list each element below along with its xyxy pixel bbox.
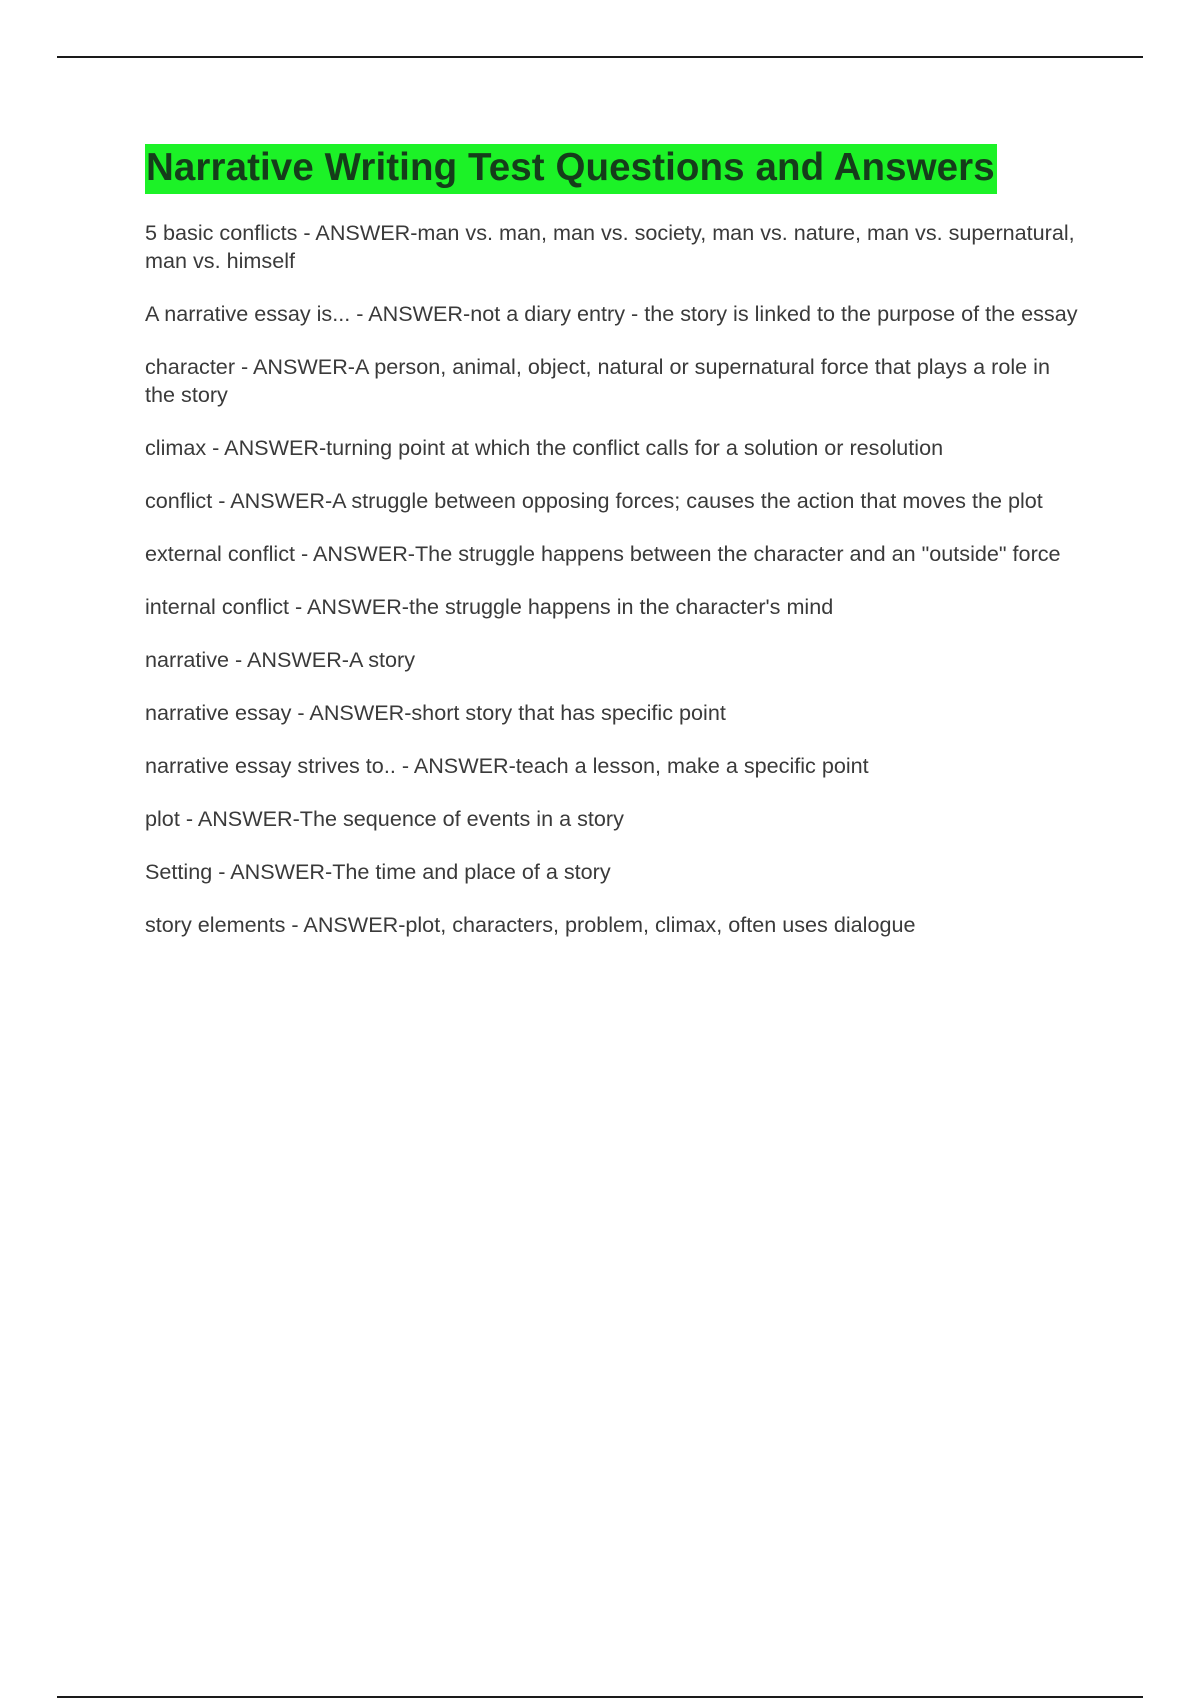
qa-list <box>145 219 1085 939</box>
qa-entry: 5 basic conflicts - ANSWER-man vs. man, man vs. society, man vs. nature, man vs. supernatural, man vs. himself <box>145 220 1075 273</box>
qa-entry: story elements - ANSWER-plot, characters, problem, climax, often uses dialogue <box>145 912 916 937</box>
qa-entry: Setting - ANSWER-The time and place of a story <box>145 859 611 884</box>
document-body <box>145 144 1085 964</box>
qa-entry: internal conflict - ANSWER-the struggle happens in the character's mind <box>145 594 834 619</box>
qa-entry: plot - ANSWER-The sequence of events in a story <box>145 806 624 831</box>
document-title: Narrative Writing Test Questions and Answers <box>145 144 997 194</box>
qa-entry: narrative essay strives to.. - ANSWER-teach a lesson, make a specific point <box>145 753 869 778</box>
qa-entry: narrative - ANSWER-A story <box>145 647 415 672</box>
qa-entry: narrative essay - ANSWER-short story that has specific point <box>145 700 726 725</box>
qa-entry: conflict - ANSWER-A struggle between opposing forces; causes the action that moves the plot <box>145 488 1043 513</box>
footer-rule <box>57 1696 1143 1698</box>
header-rule <box>57 56 1143 58</box>
qa-entry: character - ANSWER-A person, animal, object, natural or supernatural force that plays a role in the story <box>145 354 1050 407</box>
qa-entry: A narrative essay is... - ANSWER-not a diary entry - the story is linked to the purpose of the essay <box>145 301 1078 326</box>
qa-entry: external conflict - ANSWER-The struggle happens between the character and an "outside" force <box>145 541 1061 566</box>
qa-entry: climax - ANSWER-turning point at which the conflict calls for a solution or resolution <box>145 435 944 460</box>
